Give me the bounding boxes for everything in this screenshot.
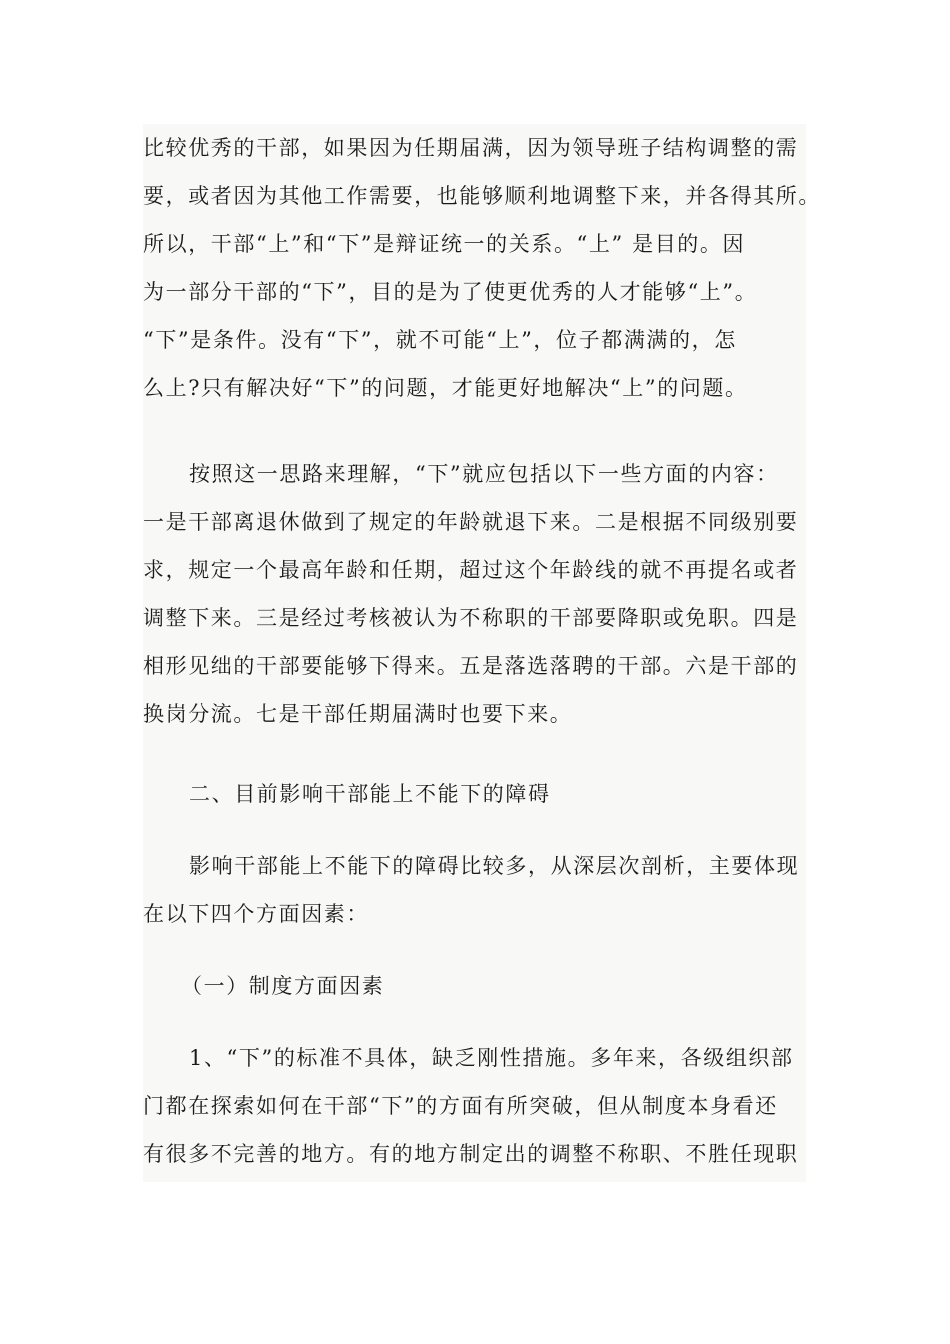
text-line: 求，规定一个最高年龄和任期，超过这个年龄线的就不再提名或者	[143, 558, 799, 582]
text-line: 比较优秀的干部，如果因为任期届满，因为领导班子结构调整的需	[143, 136, 799, 160]
text-line: 有很多不完善的地方。有的地方制定出的调整不称职、不胜任现职	[143, 1142, 799, 1166]
heading-line: 二、目前影响干部能上不能下的障碍	[189, 782, 551, 806]
document-page	[143, 124, 821, 1182]
text-line: 要，或者因为其他工作需要，也能够顺利地调整下来，并各得其所。	[143, 184, 821, 208]
text-line: 为一部分干部的“下”，目的是为了使更优秀的人才能够“上”。	[143, 280, 758, 304]
text-line: 调整下来。三是经过考核被认为不称职的干部要降职或免职。四是	[143, 606, 799, 630]
paragraph-4	[143, 1034, 806, 1178]
paragraph-1	[143, 124, 821, 412]
text-line: 么上?只有解决好“下”的问题，才能更好地解决“上”的问题。	[143, 376, 748, 400]
paragraph-3	[143, 842, 806, 938]
text-line: 按照这一思路来理解，“下”就应包括以下一些方面的内容：	[189, 462, 779, 486]
text-line: 1、“下”的标准不具体，缺乏刚性措施。多年来，各级组织部	[189, 1046, 794, 1070]
text-line: 影响干部能上不能下的障碍比较多，从深层次剖析，主要体现	[189, 854, 800, 878]
text-line: “下”是条件。没有“下”，就不可能“上”，位子都满满的，怎	[143, 328, 737, 352]
text-line: 换岗分流。七是干部任期届满时也要下来。	[143, 702, 573, 726]
text-line: 在以下四个方面因素：	[143, 902, 369, 926]
section-heading-2	[143, 770, 806, 818]
text-line: 一是干部离退休做到了规定的年龄就退下来。二是根据不同级别要	[143, 510, 799, 534]
text-line: 门都在探索如何在干部“下”的方面有所突破，但从制度本身看还	[143, 1094, 778, 1118]
heading-line: （一）制度方面因素	[181, 974, 385, 998]
text-line: 所以，干部“上”和“下”是辩证统一的关系。“上” 是目的。因	[143, 232, 746, 256]
text-line: 相形见绌的干部要能够下得来。五是落选落聘的干部。六是干部的	[143, 654, 799, 678]
subsection-heading-1	[143, 962, 806, 1010]
paragraph-2	[143, 450, 806, 738]
